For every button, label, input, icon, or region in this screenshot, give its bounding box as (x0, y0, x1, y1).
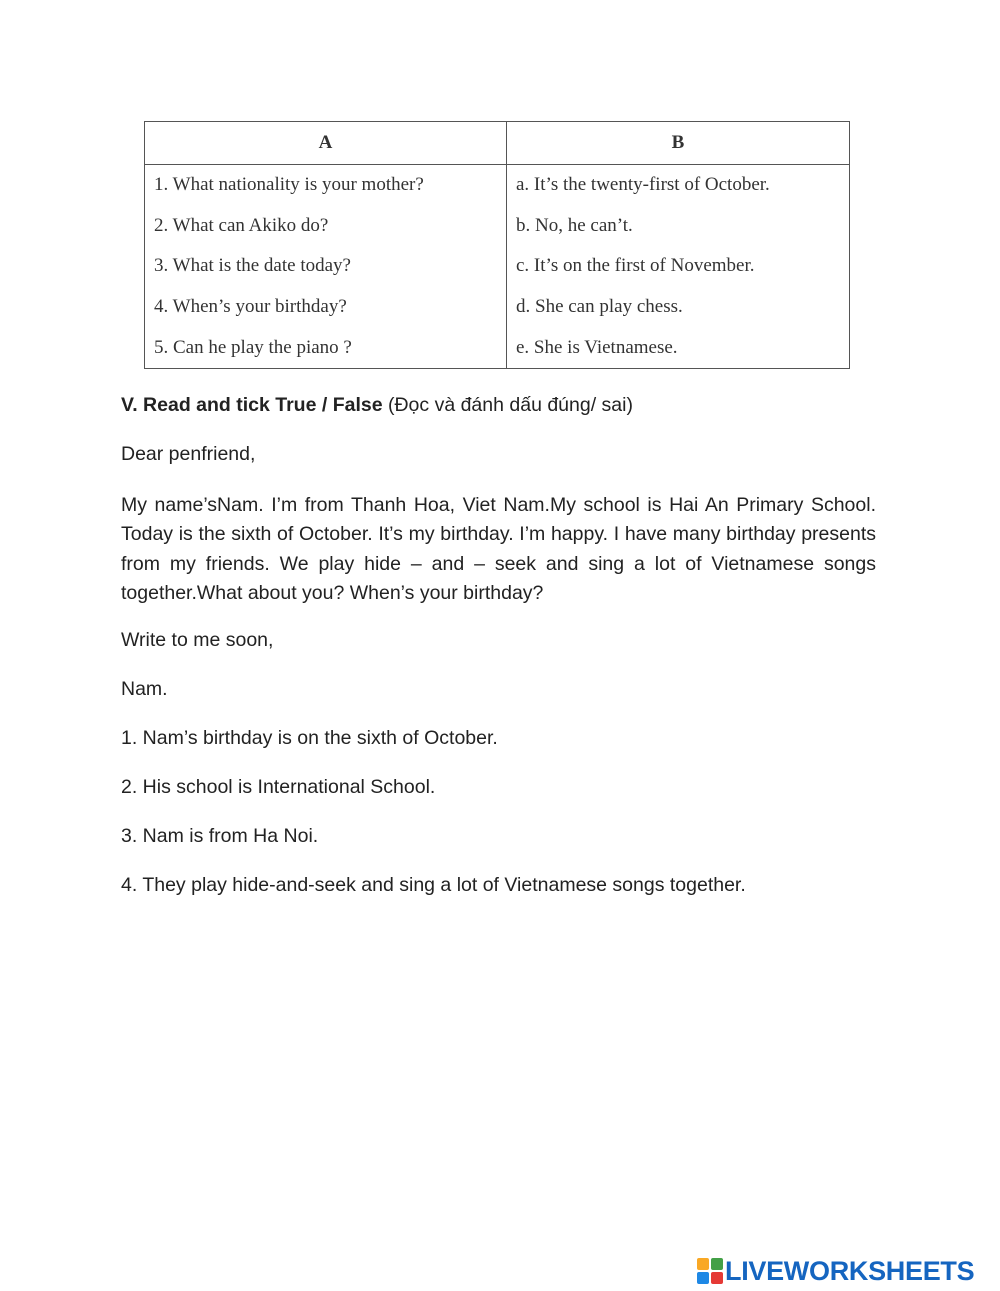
question-cell: 4. When’s your birthday? (145, 287, 507, 328)
answer-cell: c. It’s on the first of November. (507, 246, 850, 287)
answer-cell: b. No, he can’t. (507, 206, 850, 247)
statement-3: 3. Nam is from Ha Noi. (121, 825, 319, 847)
table-row (145, 206, 850, 247)
liveworksheets-blocks-icon (697, 1258, 723, 1284)
table-header-row (145, 122, 850, 165)
section-title (121, 394, 633, 417)
answer-cell: a. It’s the twenty-first of October. (507, 165, 850, 206)
liveworksheets-logo (697, 1256, 974, 1286)
letter-body: My name’sNam. I’m from Thanh Hoa, Viet Nam.My school is Hai An Primary School. Today is the sixth of October. It’s my birthday. I’m happy. I have many birthday presents from my friends. We play hide – and – seek and sing a lot of Vietnamese songs together.What about you? When’s your birthday? (121, 494, 876, 605)
question-cell: 1. What nationality is your mother? (145, 165, 507, 206)
statement-2: 2. His school is International School. (121, 776, 436, 798)
answer-cell: d. She can play chess. (507, 287, 850, 328)
table-row (145, 165, 850, 206)
answer-cell: e. She is Vietnamese. (507, 327, 850, 368)
section-title-bold: V. Read and tick True / False (121, 394, 383, 416)
letter-greeting: Dear penfriend, (121, 443, 256, 465)
logo-text: LIVEWORKSHEETS (725, 1255, 975, 1286)
table-row (145, 287, 850, 328)
letter-closing: Write to me soon, (121, 629, 274, 651)
section-title-note: (Đọc và đánh dấu đúng/ sai) (382, 394, 633, 416)
column-b-header: B (507, 122, 850, 165)
table-row (145, 327, 850, 368)
statement-4: 4. They play hide-and-seek and sing a lot of Vietnamese songs together. (121, 874, 746, 896)
question-cell: 5. Can he play the piano ? (145, 327, 507, 368)
statement-1: 1. Nam’s birthday is on the sixth of October. (121, 727, 498, 749)
table-row (145, 246, 850, 287)
question-cell: 3. What is the date today? (145, 246, 507, 287)
matching-table (144, 121, 850, 369)
column-a-header: A (145, 122, 507, 165)
question-cell: 2. What can Akiko do? (145, 206, 507, 247)
letter-signature: Nam. (121, 678, 168, 700)
